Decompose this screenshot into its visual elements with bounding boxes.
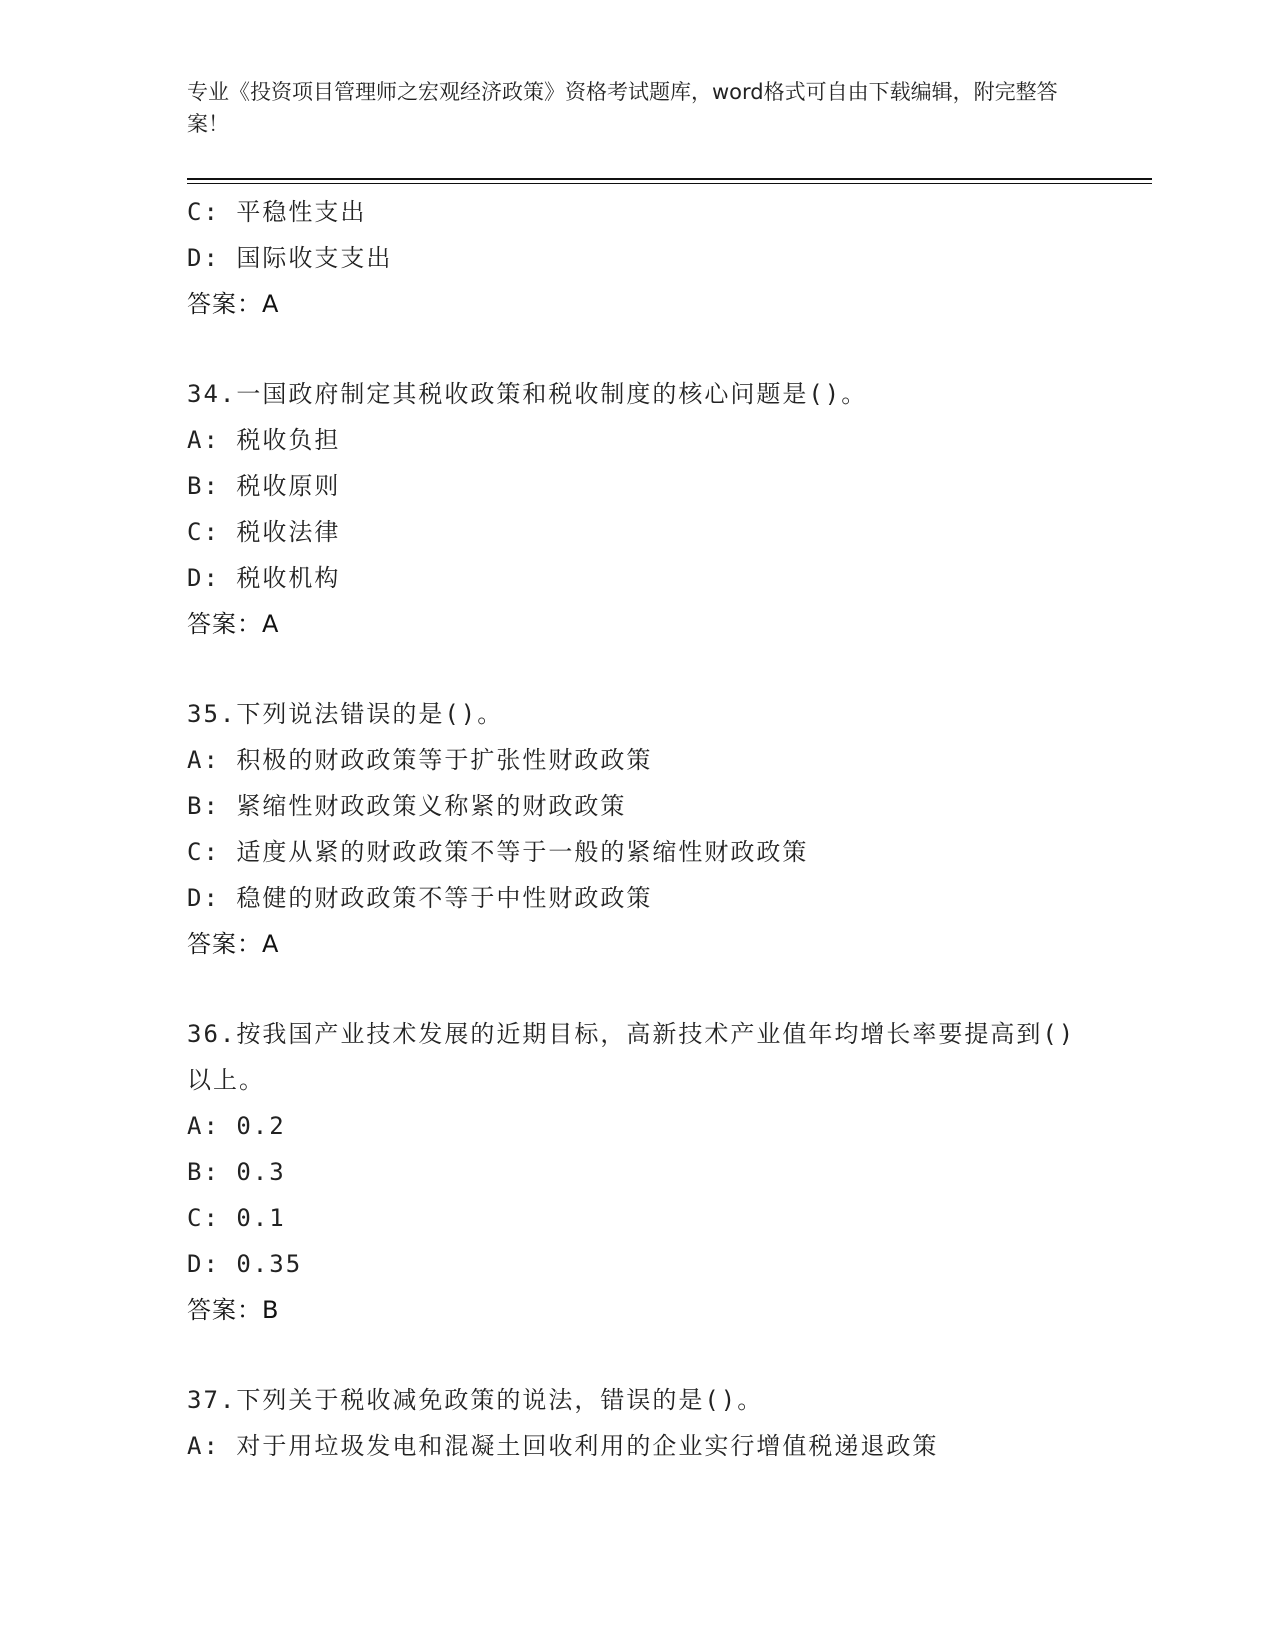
answer-line: 答案：A xyxy=(187,610,280,638)
question-34 xyxy=(187,371,1087,647)
answer-line: 答案：A xyxy=(187,930,280,958)
option-b: B: 0.3 xyxy=(187,1158,286,1186)
header-divider-thin xyxy=(187,183,1152,184)
option-d: D: 稳健的财政政策不等于中性财政政策 xyxy=(187,884,653,912)
document-header: 专业《投资项目管理师之宏观经济政策》资格考试题库，word格式可自由下载编辑，附完整答案！ xyxy=(187,80,1058,136)
question-spacer xyxy=(187,967,1087,1011)
option-c: C: 0.1 xyxy=(187,1204,286,1232)
option-b: B: 紧缩性财政政策义称紧的财政政策 xyxy=(187,792,627,820)
option-c: C: 平稳性支出 xyxy=(187,198,367,226)
option-a: A: 税收负担 xyxy=(187,426,341,454)
question-spacer xyxy=(187,1333,1087,1377)
option-d: D: 国际收支支出 xyxy=(187,244,393,272)
question-stem: 35.下列说法错误的是()。 xyxy=(187,700,504,728)
question-spacer xyxy=(187,327,1087,371)
question-list xyxy=(187,189,1087,1469)
answer-line: 答案：A xyxy=(187,290,280,318)
question-stem: 34.一国政府制定其税收政策和税收制度的核心问题是()。 xyxy=(187,380,868,408)
answer-line: 答案：B xyxy=(187,1296,280,1324)
question-stem: 36.按我国产业技术发展的近期目标，高新技术产业值年均增长率要提高到()以上。 xyxy=(187,1020,1076,1094)
option-d: D: 税收机构 xyxy=(187,564,341,592)
option-c: C: 税收法律 xyxy=(187,518,341,546)
question-35 xyxy=(187,691,1087,967)
header-divider-thick xyxy=(187,178,1152,180)
option-c: C: 适度从紧的财政政策不等于一般的紧缩性财政政策 xyxy=(187,838,809,866)
option-b: B: 税收原则 xyxy=(187,472,341,500)
option-d: D: 0.35 xyxy=(187,1250,303,1278)
question-36 xyxy=(187,1011,1087,1333)
option-a: A: 对于用垃圾发电和混凝土回收利用的企业实行增值税递退政策 xyxy=(187,1432,939,1460)
question-37 xyxy=(187,1377,1087,1469)
question-33-remainder xyxy=(187,189,1087,327)
option-a: A: 0.2 xyxy=(187,1112,286,1140)
question-stem: 37.下列关于税收减免政策的说法，错误的是()。 xyxy=(187,1386,764,1414)
question-spacer xyxy=(187,647,1087,691)
option-a: A: 积极的财政政策等于扩张性财政政策 xyxy=(187,746,653,774)
